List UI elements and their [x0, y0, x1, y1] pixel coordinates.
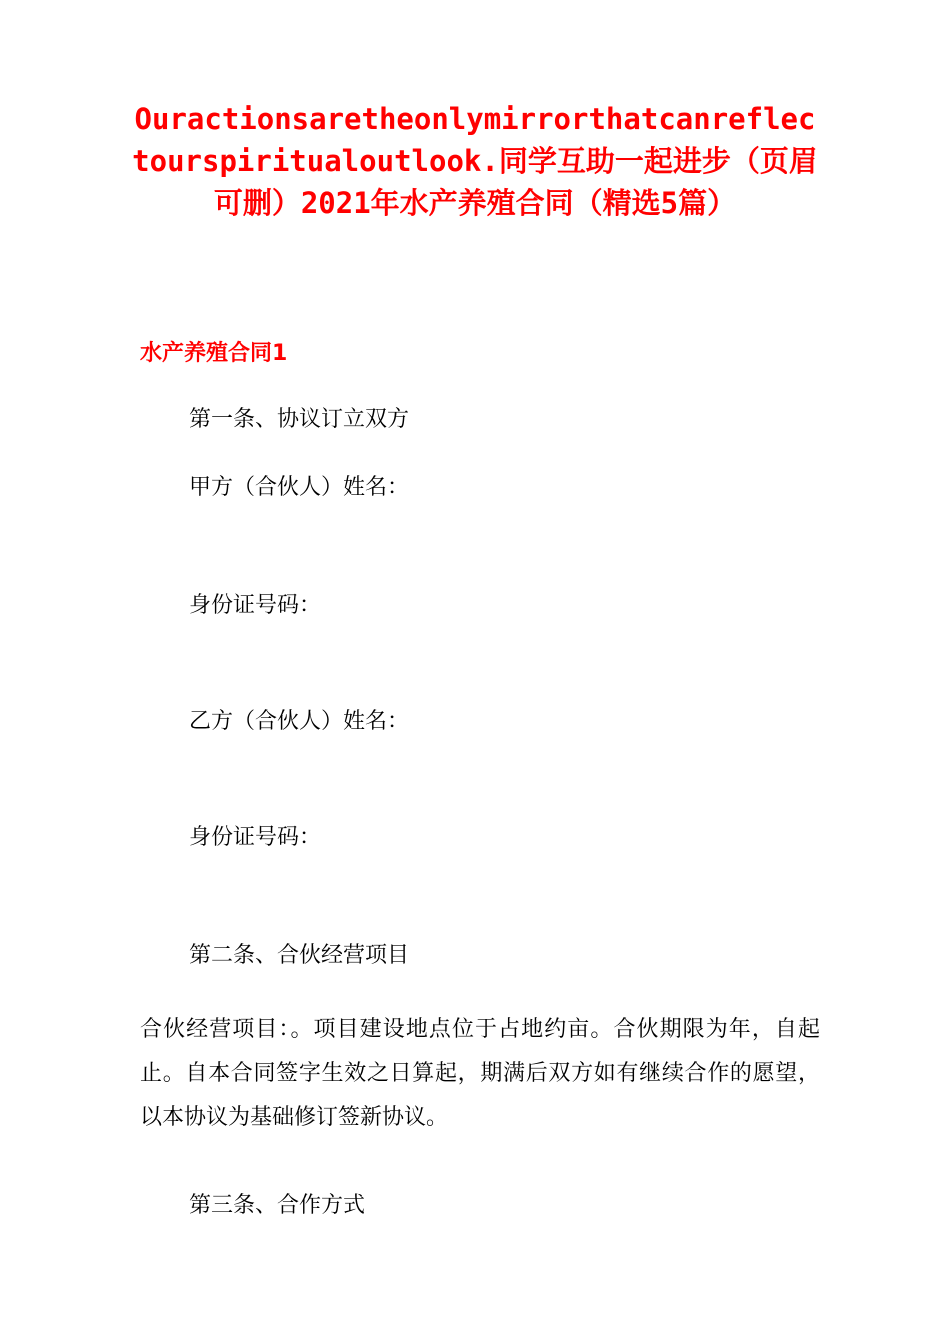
party-b-id-field: 身份证号码： [189, 825, 322, 850]
section-heading: 水产养殖合同1 [140, 341, 288, 366]
article-2-body: 合伙经营项目：。项目建设地点位于占地约亩。合伙期限为年，自起止。自本合同签字生效之日算起，期满后双方如有继续合作的愿望，以本协议为基础修订签新协议。 [140, 1017, 820, 1130]
article-3-heading: 第三条、合作方式 [189, 1193, 366, 1218]
party-a-name-field: 甲方（合伙人）姓名： [189, 475, 410, 500]
document-title: Ouractionsaretheonlymirrorthatcanreflectourspiritualoutlook.同学互助一起进步（页眉可删）2021年水产养殖合同（精选5篇） [132, 102, 818, 220]
party-b-name-field: 乙方（合伙人）姓名： [189, 709, 410, 734]
article-1-heading: 第一条、协议订立双方 [189, 407, 410, 432]
party-a-id-field: 身份证号码： [189, 593, 322, 618]
article-2-heading: 第二条、合伙经营项目 [189, 943, 410, 968]
